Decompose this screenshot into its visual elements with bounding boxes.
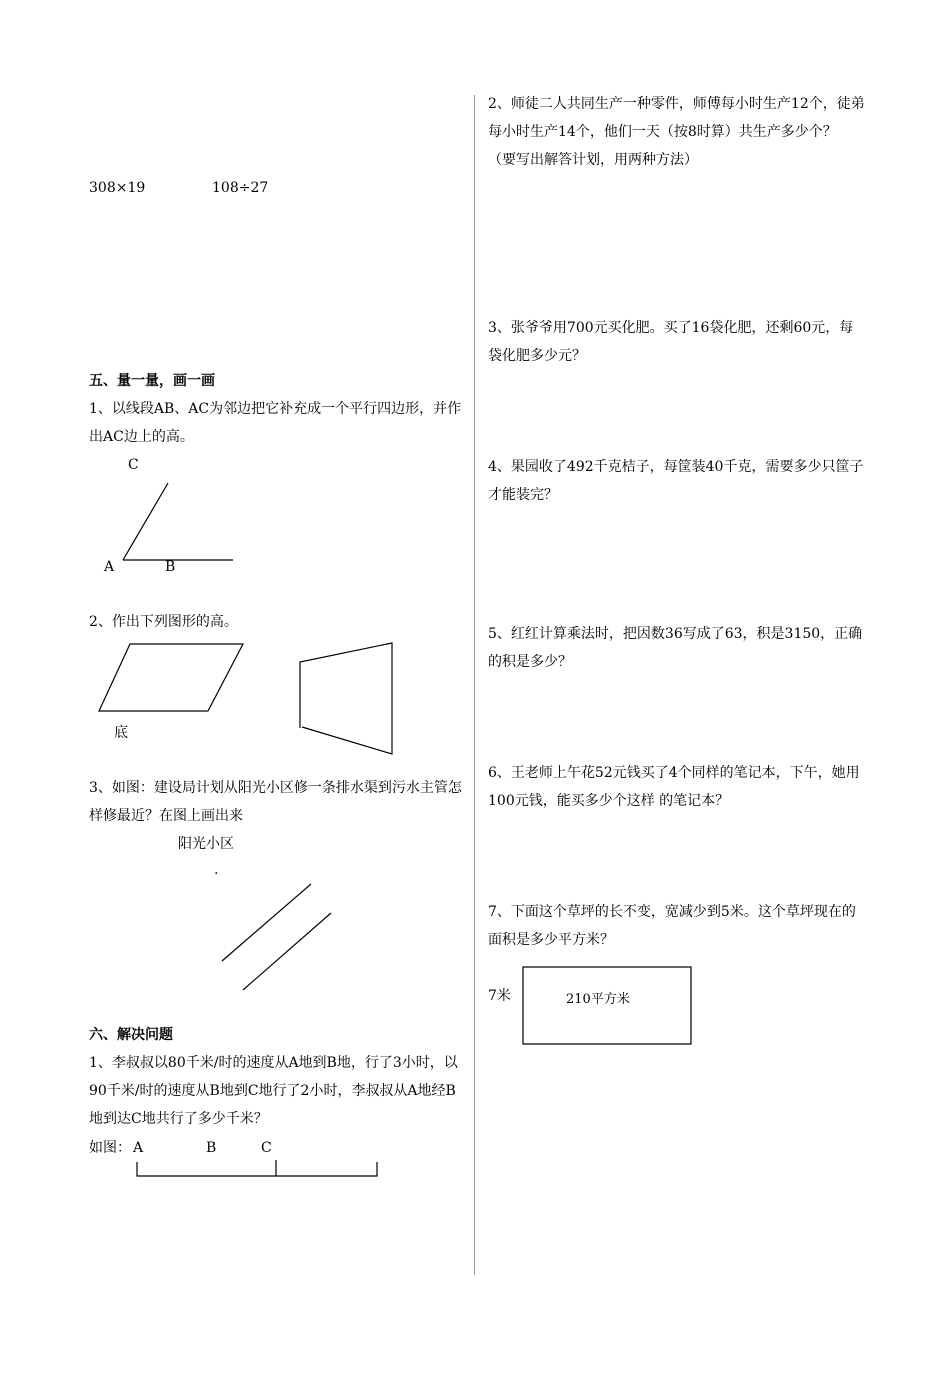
question-r2-note: （要写出解答计划，用两种方法） <box>488 152 698 168</box>
section-6-title: 六、解决问题 <box>89 1027 173 1043</box>
route-line <box>137 1162 377 1176</box>
section-5-title: 五、量一量，画一画 <box>89 373 215 389</box>
question-5-3: 3、如图：建设局计划从阳光小区修一条排水渠到污水主管怎样修最近？在图上画出来 <box>89 780 462 824</box>
label-point-b: B <box>165 559 176 575</box>
question-5-1: 1、以线段AB、AC为邻边把它补充成一个平行四边形，并作出AC边上的高。 <box>89 401 462 445</box>
question-r6: 6、王老师上午花52元钱买了4个同样的笔记本，下午，她用100元钱，能买多少个这样 的笔记本？ <box>488 765 860 809</box>
calc-expression-2: 108÷27 <box>212 180 269 196</box>
community-dot: . <box>214 862 219 878</box>
question-r7: 7、下面这个草坪的长不变，宽减少到5米。这个草坪现在的面积是多少平方米？ <box>488 904 856 948</box>
label-base: 底 <box>114 725 128 741</box>
pipe-line-1 <box>222 884 311 961</box>
label-point-a: A <box>104 559 115 575</box>
lawn-width-label: 7米 <box>488 988 511 1004</box>
question-r2: 2、师徒二人共同生产一种零件，师傅每小时生产12个，徒弟每小时生产14个，他们一天（按8时算）共生产多少个？ <box>488 96 865 140</box>
question-r3: 3、张爷爷用700元买化肥。买了16袋化肥，还剩60元，每袋化肥多少元？ <box>488 320 854 364</box>
label-community: 阳光小区 <box>178 836 234 852</box>
question-6-1: 1、李叔叔以80千米/时的速度从A地到B地，行了3小时，以90千米/时的速度从B地到C地行了2小时，李叔叔从A地经B地到达C地共行了多少千米？ <box>89 1055 458 1127</box>
column-divider <box>474 95 475 1275</box>
route-label-b: B <box>206 1140 217 1156</box>
question-5-2: 2、作出下列图形的高。 <box>89 614 238 630</box>
route-label-c: C <box>261 1140 272 1156</box>
segment-ac <box>123 483 168 560</box>
route-label-a: A <box>133 1140 144 1156</box>
label-point-c: C <box>128 457 139 473</box>
pipe-line-2 <box>243 913 331 990</box>
route-prefix: 如图： <box>89 1140 131 1156</box>
parallelogram-shape <box>99 644 243 711</box>
trapezoid-shape <box>300 643 392 754</box>
question-r4: 4、果园收了492千克桔子，每筐装40千克，需要多少只筐子才能装完？ <box>488 459 864 503</box>
lawn-area-label: 210平方米 <box>566 992 630 1007</box>
question-r5: 5、红红计算乘法时，把因数36写成了63，积是3150，正确的积是多少？ <box>488 626 863 670</box>
calc-expression-1: 308×19 <box>89 180 146 196</box>
